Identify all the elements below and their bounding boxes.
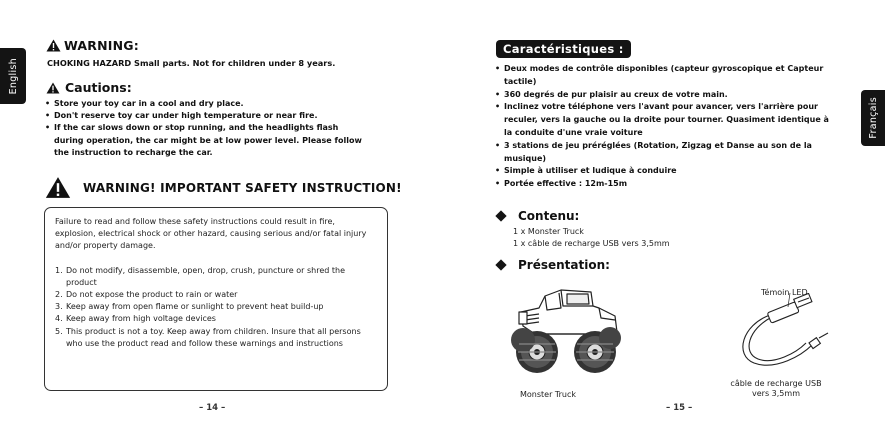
list-item: [55, 313, 377, 325]
led-indicator-caption: Témoin LED: [761, 288, 808, 297]
item-text: Do not modify, disassemble, open, drop, crush, puncture or shred the product: [66, 265, 345, 287]
list-item: • 3 stations de jeu préréglées (Rotation, Zigzag et Danse au son de la musique): [495, 140, 835, 166]
item-text: Do not expose the product to rain or water: [66, 290, 238, 300]
warning-title: WARNING:: [64, 38, 139, 53]
monster-truck-illustration: [505, 282, 623, 377]
contents-title: Contenu:: [518, 209, 580, 223]
diamond-bullet-icon: [495, 210, 506, 221]
list-item: • Store your toy car in a cool and dry place.: [45, 98, 365, 110]
list-item: [55, 265, 377, 289]
usb-cable-caption: câble de recharge USB vers 3,5mm: [730, 379, 822, 398]
contents-list: [513, 226, 670, 251]
monster-truck-caption: Monster Truck: [520, 390, 577, 399]
language-tab-label: English: [7, 57, 19, 95]
presentation-heading: [495, 258, 610, 272]
item-number: 1.: [55, 265, 63, 275]
list-item: • Portée effective : 12m-15m: [495, 178, 835, 191]
item-number: 2.: [55, 290, 63, 300]
item-number: 5.: [55, 326, 63, 336]
item-number: 3.: [55, 302, 63, 312]
list-item: • Inclinez votre téléphone vers l'avant pour avancer, vers l'arrière pour reculer, vers la gauche ou la droite pour tourner. Quasiment identique à la conduite d'une vraie voiture: [495, 101, 835, 139]
contents-heading: [495, 209, 579, 223]
cautions-title: Cautions:: [65, 80, 132, 95]
list-item: [55, 289, 377, 301]
page-number-left: – 14 –: [199, 403, 226, 413]
features-heading: Caractéristiques :: [496, 40, 631, 58]
list-item: [55, 301, 377, 313]
safety-intro: Failure to read and follow these safety instructions could result in fire, explosion, electrical shock or other hazard, causing serious and/or fatal injury and/or property damage.: [55, 217, 367, 251]
features-list: [495, 63, 835, 191]
list-item: 1 x Monster Truck: [513, 227, 584, 236]
item-text: Keep away from high voltage devices: [66, 314, 216, 324]
warning-heading: [46, 38, 139, 53]
list-item: • Don't reserve toy car under high temperature or near fire.: [45, 110, 365, 122]
list-item: • Simple à utiliser et ludique à conduire: [495, 165, 835, 178]
cautions-list: [45, 98, 365, 159]
language-tab-francais: [861, 90, 885, 146]
cautions-heading: [46, 80, 132, 95]
warning-triangle-icon: [46, 39, 61, 52]
choking-hazard-text: CHOKING HAZARD Small parts. Not for children under 8 years.: [47, 58, 336, 68]
safety-list: [55, 265, 377, 350]
presentation-title: Présentation:: [518, 258, 610, 272]
item-number: 4.: [55, 314, 63, 324]
list-item: 1 x câble de recharge USB vers 3,5mm: [513, 239, 670, 249]
page-number-right: – 15 –: [666, 403, 693, 413]
list-item: [55, 326, 377, 350]
safety-heading: [45, 176, 402, 199]
usb-cable-illustration: [732, 293, 832, 371]
language-tab-english: [0, 48, 26, 104]
item-text: Keep away from open flame or sunlight to prevent heat build-up: [66, 302, 324, 312]
safety-title: WARNING! IMPORTANT SAFETY INSTRUCTION!: [83, 180, 402, 195]
warning-triangle-icon: [45, 176, 71, 199]
list-item: • If the car slows down or stop running, and the headlights flash during operation, the car might be at low power level. Please follow the instruction to recharge the car.: [45, 122, 365, 159]
warning-triangle-icon: [46, 82, 60, 94]
list-item: • 360 degrés de pur plaisir au creux de votre main.: [495, 89, 835, 102]
item-text: This product is not a toy. Keep away from children. Insure that all persons who use the product read and follow these warnings and instructions: [66, 326, 361, 348]
safety-instructions-box: [44, 207, 388, 391]
language-tab-label: Français: [867, 97, 879, 139]
list-item: • Deux modes de contrôle disponibles (capteur gyroscopique et Capteur tactile): [495, 63, 835, 89]
diamond-bullet-icon: [495, 259, 506, 270]
